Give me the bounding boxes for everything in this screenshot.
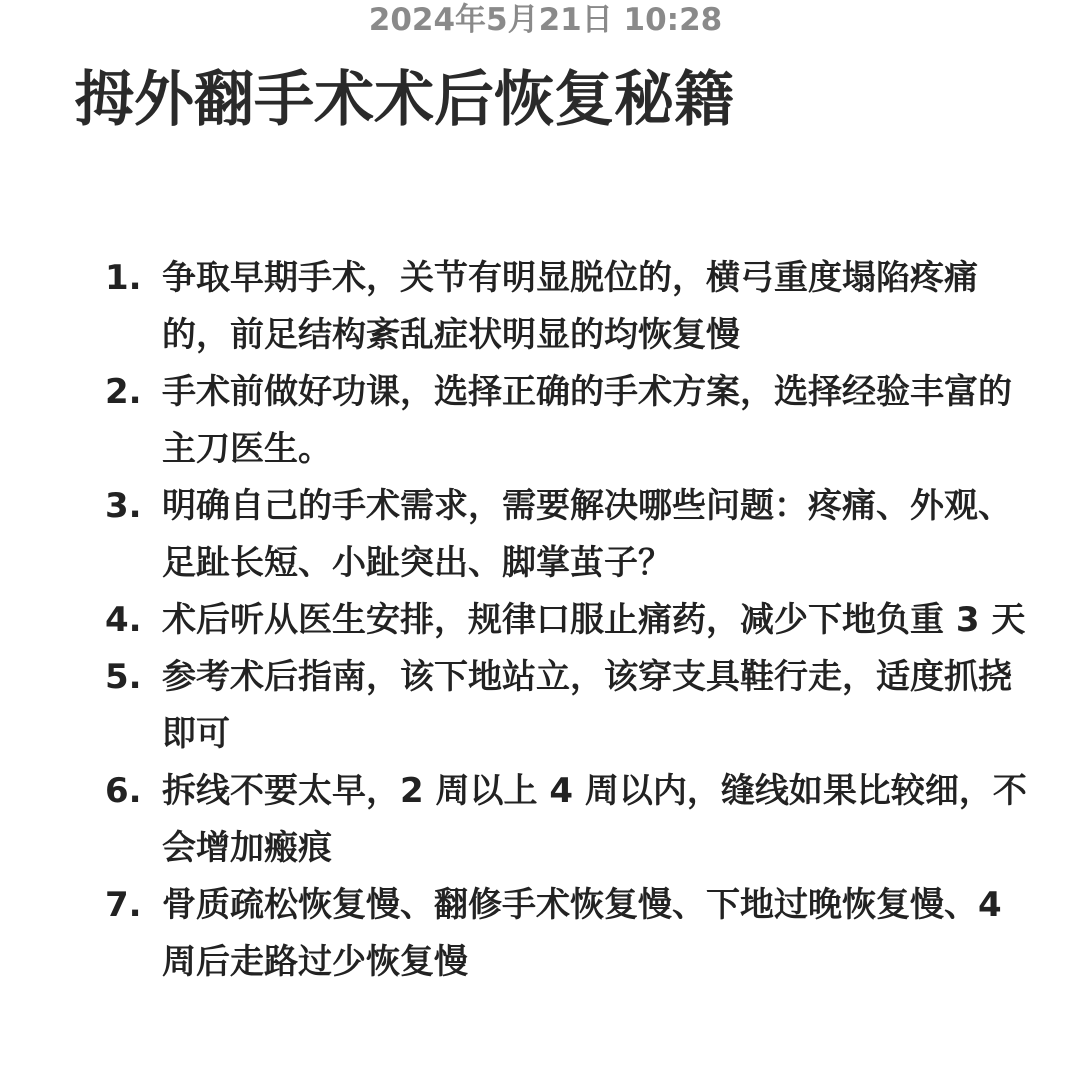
list-item (100, 592, 1040, 649)
list-item-number: 5. (105, 657, 142, 697)
note-body-list[interactable] (100, 250, 1040, 991)
list-item-number: 6. (105, 771, 142, 811)
note-timestamp: 2024年5月21日 10:28 (368, 2, 723, 38)
list-item-text: 骨质疏松恢复慢、翻修手术恢复慢、下地过晚恢复慢、4 周后走路过少恢复慢 (162, 885, 1002, 982)
list-item (100, 250, 1040, 364)
list-item-text: 术后听从医生安排，规律口服止痛药，减少下地负重 3 天 (162, 600, 1026, 640)
list-item-text: 拆线不要太早，2 周以上 4 周以内，缝线如果比较细，不会增加瘢痕 (162, 771, 1027, 868)
list-item-number: 2. (105, 372, 142, 412)
note-title[interactable]: 拇外翻手术术后恢复秘籍 (74, 65, 734, 135)
list-item (100, 763, 1040, 877)
list-item-number: 3. (105, 486, 142, 526)
list-item (100, 364, 1040, 478)
list-item-number: 7. (105, 885, 142, 925)
list-item (100, 478, 1040, 592)
list-item (100, 877, 1040, 991)
list-item-number: 4. (105, 600, 142, 640)
list-item-number: 1. (105, 258, 142, 298)
list-item-text: 争取早期手术，关节有明显脱位的，横弓重度塌陷疼痛的，前足结构紊乱症状明显的均恢复慢 (162, 258, 978, 355)
list-item (100, 649, 1040, 763)
list-item-text: 参考术后指南，该下地站立，该穿支具鞋行走，适度抓挠即可 (162, 657, 1012, 754)
list-item-text: 手术前做好功课，选择正确的手术方案，选择经验丰富的主刀医生。 (162, 372, 1012, 469)
list-item-text: 明确自己的手术需求，需要解决哪些问题：疼痛、外观、足趾长短、小趾突出、脚掌茧子？ (162, 486, 1012, 583)
